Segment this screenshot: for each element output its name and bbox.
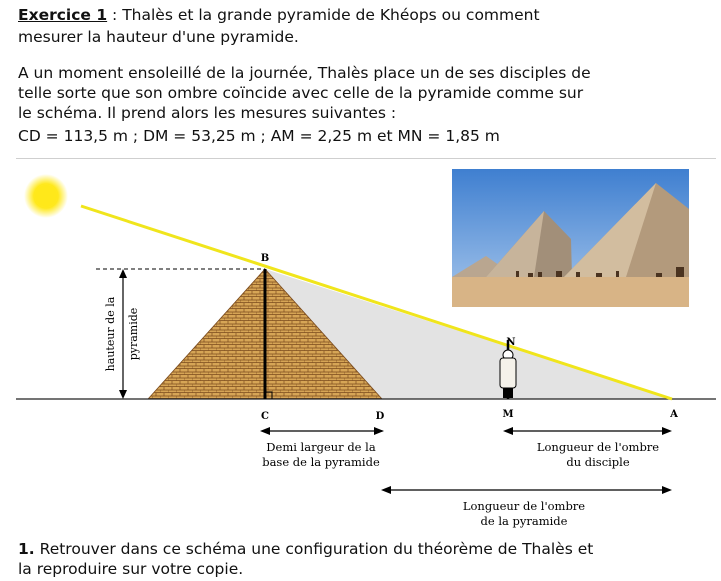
label-B: B (260, 253, 270, 264)
intro-line-2: telle sorte que son ombre coïncide avec celle de la pyramide comme sur (18, 84, 584, 102)
disciple-shadow-label-1: Longueur de l'ombre (536, 440, 660, 454)
exercise-title-text: : Thalès et la grande pyramide de Khéops ou comment (107, 6, 540, 24)
intro-line-3: le schéma. Il prend alors les mesures suivantes : (18, 104, 397, 122)
half-base-label-1: Demi largeur de la (266, 440, 376, 454)
sun-core (35, 185, 57, 207)
height-label-2: pyramide (127, 307, 140, 361)
question-number: 1. (18, 540, 35, 558)
question-1-line2: la reproduire sur votre copie. (18, 560, 244, 578)
question-1-line1 (18, 540, 593, 559)
half-base-label-2: base de la pyramide (262, 455, 380, 469)
intro-line-1: A un moment ensoleillé de la journée, Thalès place un de ses disciples de (18, 64, 591, 82)
pyramid-photo (452, 169, 689, 307)
exercise-label: Exercice 1 (18, 6, 108, 24)
height-arrow (119, 269, 127, 399)
pyramid-shadow-label-1: Longueur de l'ombre (462, 499, 586, 513)
half-base-arrow (260, 427, 384, 435)
figure-svg (16, 159, 716, 544)
question-text: Retrouver dans ce schéma une configuration du théorème de Thalès et (34, 540, 594, 558)
measures-line: CD = 113,5 m ; DM = 53,25 m ; AM = 2,25 m et MN = 1,85 m (18, 127, 500, 145)
exercise-title (18, 6, 540, 25)
disciple-shadow-label-2: du disciple (566, 455, 630, 469)
label-A: A (670, 409, 678, 420)
label-M: M (502, 409, 514, 420)
label-C: C (261, 411, 269, 422)
exercise-title-line2: mesurer la hauteur d'une pyramide. (18, 28, 299, 46)
label-D: D (375, 411, 385, 422)
thales-figure (16, 158, 716, 544)
pyramid-shadow-label-2: de la pyramide (480, 514, 568, 528)
disciple-shadow-arrow (503, 427, 672, 435)
pyramid-shadow-arrow (381, 486, 672, 494)
height-label-1: hauteur de la (104, 296, 117, 372)
label-N: N (506, 337, 516, 348)
